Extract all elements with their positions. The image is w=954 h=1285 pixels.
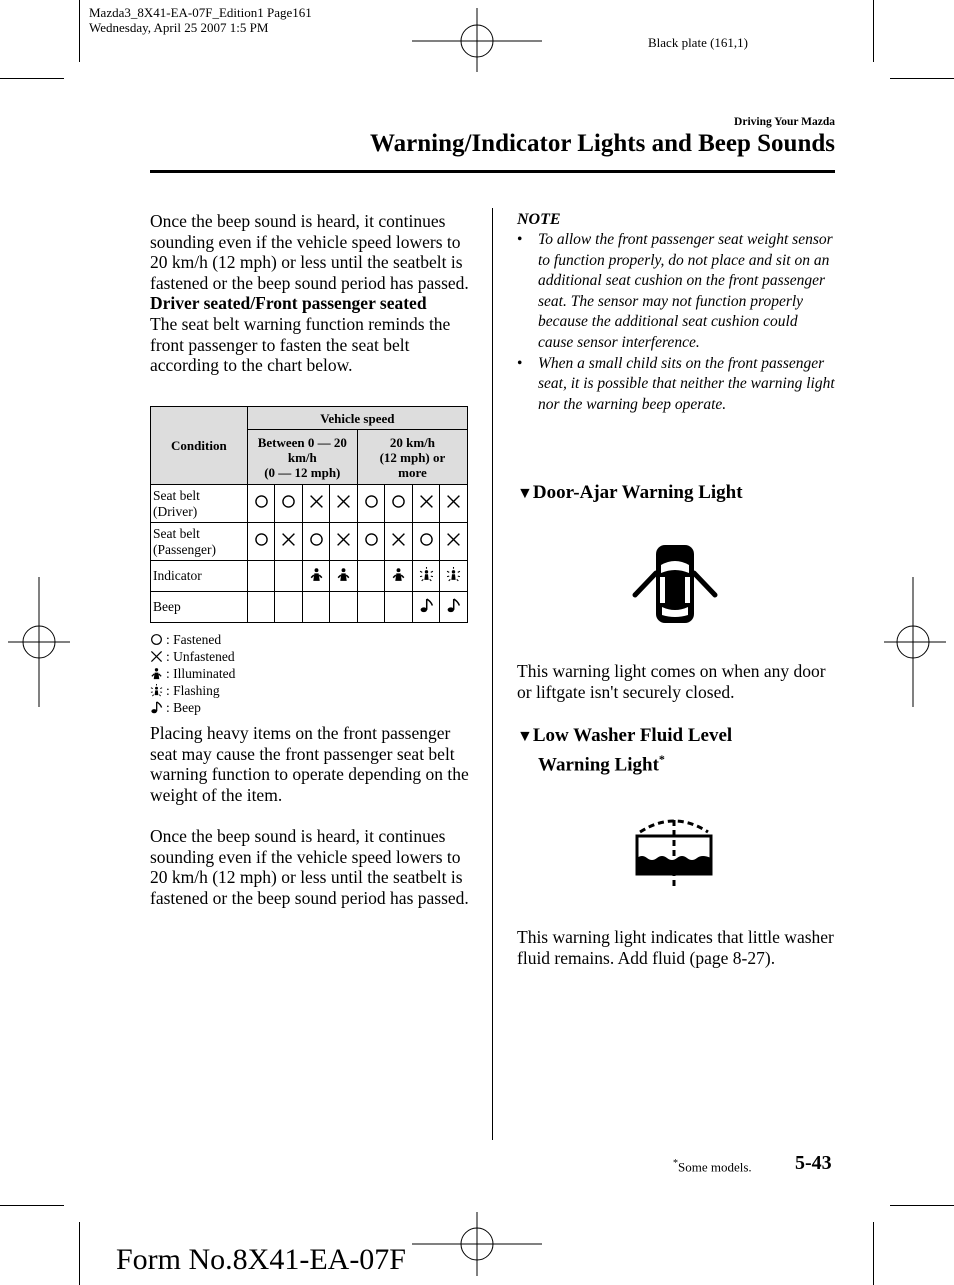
table-cell bbox=[385, 592, 413, 623]
row-label bbox=[151, 592, 248, 623]
unfastened-icon bbox=[336, 532, 351, 547]
row-label-line1: Indicator bbox=[153, 568, 202, 584]
crop-mark bbox=[873, 0, 874, 62]
fastened-icon bbox=[364, 494, 379, 509]
legend-flashing bbox=[150, 682, 235, 699]
unfastened-icon bbox=[281, 532, 296, 547]
vehicle-speed-header: Vehicle speed bbox=[247, 407, 467, 430]
legend-unfastened bbox=[150, 648, 235, 665]
table-cell bbox=[247, 561, 275, 592]
registration-mark-right bbox=[884, 575, 954, 709]
unfastened-icon bbox=[150, 649, 166, 664]
legend-flashing-label: : Flashing bbox=[166, 683, 220, 698]
subheading-seated: Driver seated/Front passenger seated bbox=[150, 293, 427, 314]
table-cell bbox=[385, 523, 413, 561]
illuminated-icon bbox=[391, 567, 406, 582]
fastened-icon bbox=[254, 532, 269, 547]
section-label: Driving Your Mazda bbox=[734, 116, 835, 128]
beep-icon bbox=[150, 700, 166, 715]
table-row bbox=[151, 592, 468, 623]
legend-fastened-label: : Fastened bbox=[166, 632, 222, 647]
note-title: NOTE bbox=[517, 211, 561, 228]
seatbelt-chart bbox=[150, 406, 468, 623]
plate-label: Black plate (161,1) bbox=[648, 35, 748, 50]
door-ajar-heading-text: Door-Ajar Warning Light bbox=[532, 482, 743, 503]
table-cell bbox=[247, 523, 275, 561]
legend-beep bbox=[150, 699, 235, 716]
crop-mark bbox=[873, 1222, 874, 1285]
left-column-top bbox=[150, 211, 470, 376]
row-label-line1: Seat belt bbox=[153, 526, 200, 541]
table-cell bbox=[302, 485, 330, 523]
print-meta-line2: Wednesday, April 25 2007 1:5 PM bbox=[89, 20, 269, 35]
condition-header: Condition bbox=[151, 407, 248, 485]
illuminated-icon bbox=[336, 567, 351, 582]
flashing-icon bbox=[446, 567, 461, 582]
speed-low-line2: km/h bbox=[287, 449, 317, 465]
note-item-small-child: • When a small child sits on the front passenger seat, it is possible that neither the warning light nor the warning beep operate. bbox=[517, 354, 835, 416]
row-label bbox=[151, 523, 248, 561]
page-title: Warning/Indicator Lights and Beep Sounds bbox=[370, 130, 835, 157]
table-cell bbox=[302, 592, 330, 623]
print-meta-line1: Mazda3_8X41-EA-07F_Edition1 Page161 bbox=[89, 5, 312, 20]
table-cell bbox=[357, 485, 385, 523]
fastened-icon bbox=[419, 532, 434, 547]
table-cell bbox=[330, 592, 358, 623]
table-cell bbox=[330, 485, 358, 523]
unfastened-icon bbox=[446, 494, 461, 509]
table-cell bbox=[440, 485, 468, 523]
row-label-line1: Seat belt bbox=[153, 488, 200, 503]
legend-unfastened-label: : Unfastened bbox=[166, 649, 235, 664]
registration-mark-left bbox=[0, 575, 70, 709]
legend-beep-label: : Beep bbox=[166, 700, 201, 715]
door-ajar-heading bbox=[517, 482, 743, 505]
paragraph-seatbelt-reminder: The seat belt warning function reminds the front passenger to fasten the seat belt according to the chart below. bbox=[150, 313, 451, 376]
note-item-seat-cushion: • To allow the front passenger seat weight sensor to function properly, do not place and sit on an additional seat cushion on the front passenger seat. The sensor may not function properly because the additional seat cushion could cause sensor interference. bbox=[517, 230, 835, 354]
table-cell bbox=[330, 561, 358, 592]
fastened-icon bbox=[254, 494, 269, 509]
fastened-icon bbox=[364, 532, 379, 547]
left-column-bottom bbox=[150, 723, 470, 908]
table-cell bbox=[385, 561, 413, 592]
footnote bbox=[673, 1158, 752, 1175]
fastened-icon bbox=[309, 532, 324, 547]
footnote-text: Some models. bbox=[678, 1159, 752, 1175]
washer-fluid-icon bbox=[634, 812, 714, 888]
registration-mark-bottom bbox=[410, 1212, 544, 1276]
unfastened-icon bbox=[419, 494, 434, 509]
crop-mark bbox=[0, 1205, 64, 1206]
row-label-line2: (Passenger) bbox=[153, 541, 216, 557]
table-cell bbox=[275, 561, 303, 592]
crop-mark bbox=[890, 78, 954, 79]
table-cell bbox=[275, 485, 303, 523]
illuminated-icon bbox=[309, 567, 324, 582]
table-cell bbox=[302, 523, 330, 561]
beep-icon bbox=[446, 598, 461, 613]
speed-low-line3: (0 — 12 mph) bbox=[264, 464, 341, 480]
speed-low-line1: Between 0 — 20 bbox=[257, 434, 347, 450]
table-cell bbox=[412, 523, 440, 561]
flashing-icon bbox=[419, 567, 434, 582]
row-label bbox=[151, 485, 248, 523]
table-cell bbox=[440, 561, 468, 592]
crop-mark bbox=[890, 1205, 954, 1206]
table-cell bbox=[247, 592, 275, 623]
crop-mark bbox=[79, 0, 80, 62]
row-label-line1: Beep bbox=[153, 599, 181, 615]
registration-mark-top bbox=[410, 8, 544, 72]
table-cell bbox=[357, 523, 385, 561]
asterisk-mark: * bbox=[658, 752, 665, 766]
fastened-icon bbox=[150, 632, 166, 647]
beep-icon bbox=[419, 598, 434, 613]
illuminated-icon bbox=[150, 666, 166, 681]
legend-illuminated-label: : Illuminated bbox=[166, 666, 236, 681]
speed-high-line2: (12 mph) or bbox=[379, 449, 446, 465]
washer-fluid-heading bbox=[517, 725, 732, 776]
paragraph-heavy-items: Placing heavy items on the front passenger seat may cause the front passenger seat belt warning function to operate depending on the weight of the item. bbox=[150, 723, 469, 805]
crop-mark bbox=[0, 78, 64, 79]
table-cell bbox=[330, 523, 358, 561]
fastened-icon bbox=[281, 494, 296, 509]
table-cell bbox=[412, 485, 440, 523]
row-label bbox=[151, 561, 248, 592]
unfastened-icon bbox=[336, 494, 351, 509]
print-meta bbox=[89, 5, 312, 35]
triangle-marker-icon: ▼ bbox=[517, 728, 533, 745]
page-number: 5-43 bbox=[795, 1152, 832, 1174]
speed-high-line1: 20 km/h bbox=[389, 434, 435, 450]
washer-heading-line1: Low Washer Fluid Level bbox=[532, 725, 733, 746]
table-cell bbox=[440, 523, 468, 561]
door-ajar-text: This warning light comes on when any door or liftgate isn't securely closed. bbox=[517, 661, 826, 702]
washer-fluid-text: This warning light indicates that little washer fluid remains. Add fluid (page 8-27). bbox=[517, 927, 834, 968]
title-rule bbox=[150, 170, 835, 173]
form-number: Form No.8X41-EA-07F bbox=[116, 1243, 406, 1276]
table-cell bbox=[275, 592, 303, 623]
column-divider bbox=[492, 208, 493, 1140]
paragraph-beep-continues-2: Once the beep sound is heard, it continues sounding even if the vehicle speed lowers to 20 km/h (12 mph) or less until the seatbelt is fastened or the beep sound period has passed. bbox=[150, 825, 469, 908]
table-cell bbox=[440, 592, 468, 623]
unfastened-icon bbox=[446, 532, 461, 547]
fastened-icon bbox=[391, 494, 406, 509]
note-box bbox=[517, 211, 835, 415]
legend-fastened bbox=[150, 631, 235, 648]
row-label-line2: (Driver) bbox=[153, 503, 198, 519]
unfastened-icon bbox=[391, 532, 406, 547]
speed-high-header bbox=[357, 430, 467, 485]
legend-illuminated bbox=[150, 665, 235, 682]
chart-legend bbox=[150, 631, 235, 716]
crop-mark bbox=[79, 1222, 80, 1285]
table-row bbox=[151, 523, 468, 561]
footnote-asterisk: * bbox=[673, 1158, 678, 1169]
door-ajar-icon bbox=[632, 543, 718, 625]
table-cell bbox=[247, 485, 275, 523]
speed-high-line3: more bbox=[398, 464, 427, 480]
table-cell bbox=[357, 592, 385, 623]
table-cell bbox=[357, 561, 385, 592]
flashing-icon bbox=[150, 683, 166, 698]
triangle-marker-icon: ▼ bbox=[517, 485, 533, 502]
table-row bbox=[151, 485, 468, 523]
paragraph-beep-continues: Once the beep sound is heard, it continues sounding even if the vehicle speed lowers to 20 km/h (12 mph) or less until the seatbelt is fastened or the beep sound period has passed. bbox=[150, 211, 469, 293]
table-cell bbox=[412, 592, 440, 623]
unfastened-icon bbox=[309, 494, 324, 509]
table-cell bbox=[385, 485, 413, 523]
table-row bbox=[151, 561, 468, 592]
table-cell bbox=[412, 561, 440, 592]
washer-heading-line2: Warning Light bbox=[538, 754, 659, 776]
table-cell bbox=[275, 523, 303, 561]
table-cell bbox=[302, 561, 330, 592]
speed-low-header bbox=[247, 430, 357, 485]
